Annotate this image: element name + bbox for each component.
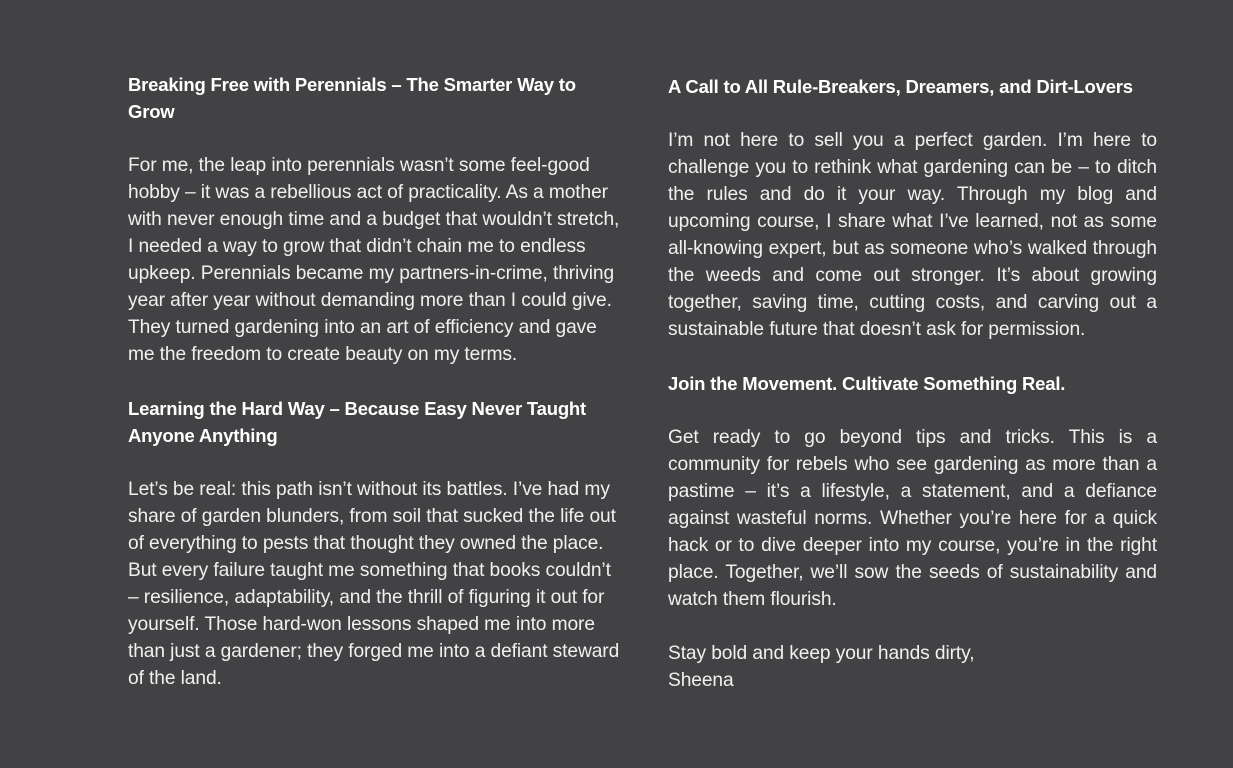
signoff [668, 640, 1157, 694]
section-body-movement: Get ready to go beyond tips and tricks. This is a community for rebels who see gardening as more than a pastime – it’s a lifestyle, a statement, and a defiance against wasteful norms. Whether you’re here for a quick hack or to dive deeper into my course, you’re in the right place. Together, we’ll sow the seeds of sustainability and watch them flourish. [668, 427, 1157, 610]
signoff-line: Stay bold and keep your hands dirty, [668, 643, 975, 664]
spacer [668, 343, 1157, 370]
section-heading-perennials: Breaking Free with Perennials – The Smarter Way to Grow [128, 74, 576, 122]
section-heading-call: A Call to All Rule-Breakers, Dreamers, and Dirt-Lovers [668, 76, 1133, 97]
section-heading-hard-way: Learning the Hard Way – Because Easy Never Taught Anyone Anything [128, 398, 586, 446]
spacer [128, 449, 620, 476]
signoff-name: Sheena [668, 670, 734, 691]
spacer [668, 397, 1157, 424]
spacer [668, 100, 1157, 127]
spacer [668, 613, 1157, 640]
section-body-perennials: For me, the leap into perennials wasn’t some feel-good hobby – it was a rebellious act of practicality. As a mother with never enough time and a budget that wouldn’t stretch, I needed a way to grow that didn’t chain me to endless upkeep. Perennials became my partners-in-crime, thriving year after year without demanding more than I could give. They turned gardening into an art of efficiency and gave me the freedom to create beauty on my terms. [128, 155, 620, 365]
section-body-call: I’m not here to sell you a perfect garden. I’m here to challenge you to rethink what gardening can be – to ditch the rules and do it your way. Through my blog and upcoming course, I share what I’ve learned, not as some all-knowing expert, but as someone who’s walked through the weeds and come out stronger. It’s about growing together, saving time, cutting costs, and carving out a sustainable future that doesn’t ask for permission. [668, 130, 1157, 340]
spacer [128, 125, 620, 152]
section-body-hard-way: Let’s be real: this path isn’t without its battles. I’ve had my share of garden blunders, from soil that sucked the life out of everything to pests that thought they owned the place. But every failure taught me something that books couldn’t – resilience, adaptability, and the thrill of figuring it out for yourself. Those hard-won lessons shaped me into more than just a gardener; they forged me into a defiant steward of the land. [128, 479, 620, 689]
right-column [668, 70, 1157, 694]
section-heading-movement: Join the Movement. Cultivate Something Real. [668, 373, 1066, 394]
spacer [128, 368, 620, 395]
left-column [128, 70, 620, 692]
